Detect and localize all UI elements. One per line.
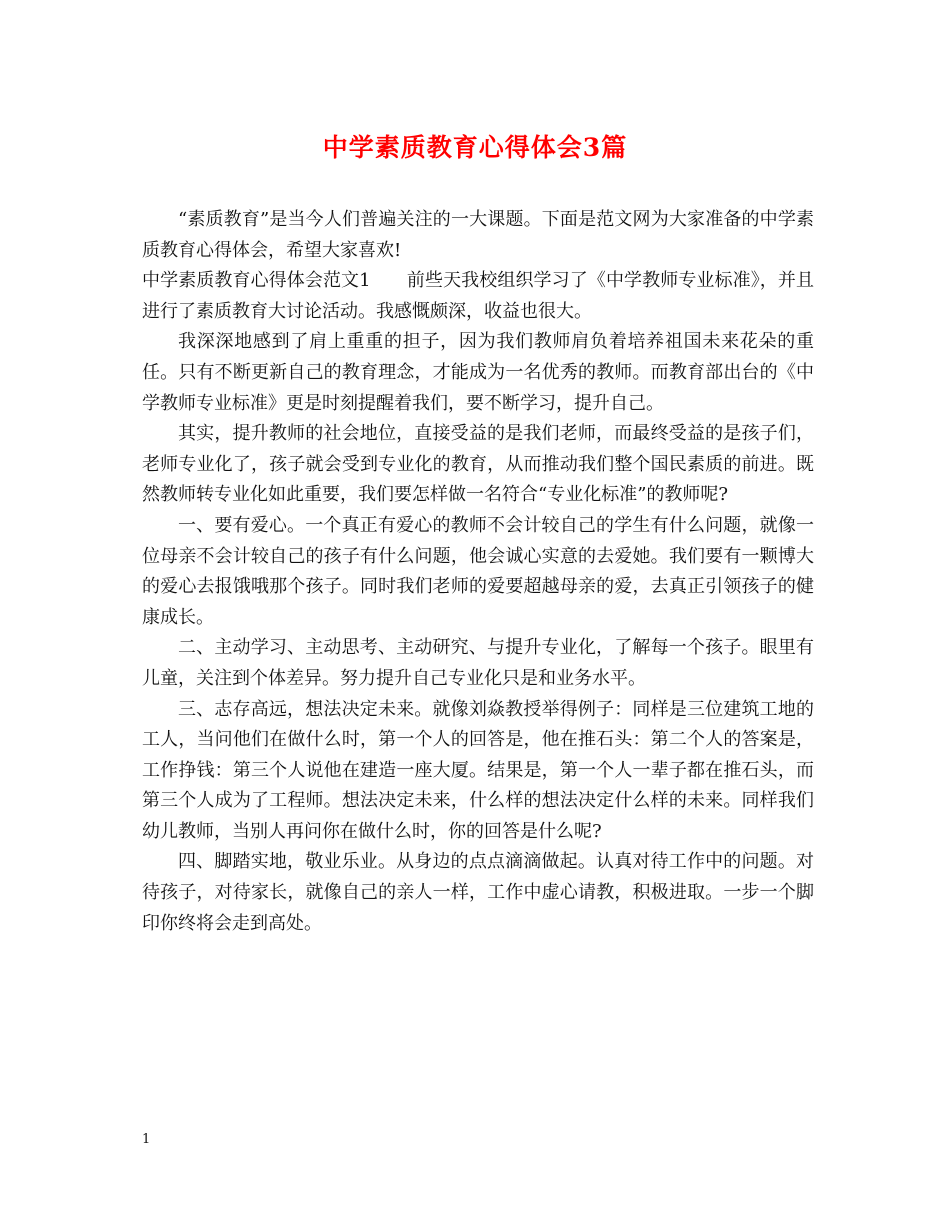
page-number: 1 [142, 1132, 151, 1147]
document-title: 中学素质教育心得体会3篇 [322, 133, 628, 162]
paragraph-professional-status: 其实，提升教师的社会地位，直接受益的是我们老师，而最终受益的是孩子们，老师专业化了，孩子就会受到专业化的教育，从而推动我们整个国民素质的前进。既然教师转专业化如此重要，我们要怎样做一名符合“专业化标准”的教师呢? [142, 423, 814, 506]
paragraph-essay-1-opening: 中学素质教育心得体会范文1 前些天我校组织学习了《中学教师专业标准》，并且进行了素质教育大讨论活动。我感慨颇深，收益也很大。 [142, 270, 814, 322]
paragraph-intro: “素质教育”是当今人们普遍关注的一大课题。下面是范文网为大家准备的中学素质教育心得体会，希望大家喜欢! [142, 209, 814, 261]
paragraph-point-1: 一、要有爱心。一个真正有爱心的教师不会计较自己的学生有什么问题，就像一位母亲不会计较自己的孩子有什么问题，他会诚心实意的去爱她。我们要有一颗博大的爱心去报饿哦那个孩子。同时我们老师的爱要超越母亲的爱，去真正引领孩子的健康成长。 [142, 514, 814, 628]
document-body [142, 205, 814, 939]
paragraph-point-4: 四、脚踏实地，敬业乐业。从身边的点点滴滴做起。认真对待工作中的问题。对待孩子，对待家长，就像自己的亲人一样，工作中虚心请教，积极进取。一步一个脚印你终将会走到高处。 [142, 851, 814, 934]
paragraph-responsibility: 我深深地感到了肩上重重的担子，因为我们教师肩负着培养祖国未来花朵的重任。只有不断更新自己的教育理念，才能成为一名优秀的教师。而教育部出台的《中学教师专业标准》更是时刻提醒着我们，要不断学习，提升自己。 [142, 331, 814, 414]
paragraph-point-3: 三、志存高远，想法决定未来。就像刘焱教授举得例子：同样是三位建筑工地的工人，当问他们在做什么时，第一个人的回答是，他在推石头：第二个人的答案是，工作挣钱：第三个人说他在建造一座大厦。结果是，第一个人一辈子都在推石头，而第三个人成为了工程师。想法决定未来，什么样的想法决定什么样的未来。同样我们幼儿教师，当别人再问你在做什么时，你的回答是什么呢? [142, 698, 814, 842]
paragraph-point-2: 二、主动学习、主动思考、主动研究、与提升专业化，了解每一个孩子。眼里有儿童，关注到个体差异。努力提升自己专业化只是和业务水平。 [142, 637, 814, 689]
